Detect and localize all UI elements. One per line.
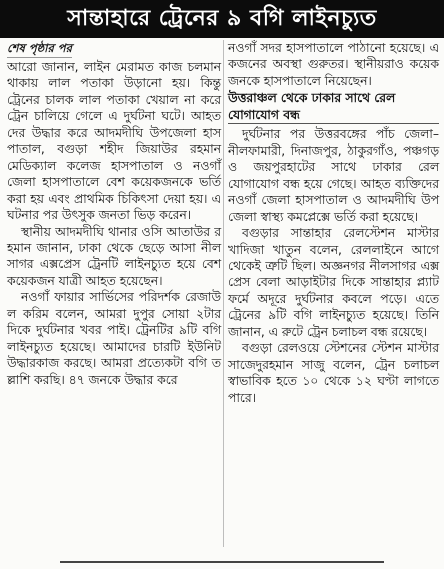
cut-off-next-article (0, 551, 444, 569)
right-column (228, 40, 439, 406)
headline: সান্তাহারে ট্রেনের ৯ বগি লাইনচ্যুত (0, 0, 444, 38)
next-headline-fragment (60, 561, 384, 569)
article-paragraph: নওগাঁ সদর হাসপাতালে পাঠানো হয়েছে। একজনের অবস্থা গুরুতর। স্থানীয়রাও কয়েকজনকে হাসপাতালে নিয়েছেন। (228, 41, 439, 88)
continuation-label: শেষ পৃষ্ঠার পর (7, 40, 72, 58)
left-column (7, 40, 221, 388)
article-paragraph: স্থানীয় আদমদীঘি থানার ওসি আতাউর রহমান জানান, ঢাকা থেকে ছেড়ে আসা নীলসাগর এক্সপ্রেস ট্রেনটি লাইনচ্যুত হয়ে বেশ কয়েকজন যাত্রী আহত হয়েছেন। (7, 224, 221, 288)
article-paragraph: বগুড়ার সান্তাহার রেলস্টেশন মাস্টার খাদিজা খাতুন বলেন, রেললাইনে আগে থেকেই ত্রুটি ছিল। অজ্ঞনগর নীলসাগর এক্সপ্রেস বেলা আড়াইটার দিকে সান্তাহার প্ল্যাটফর্মে অদূরে দুর্ঘটনার কবলে পড়ে। এতে ট্রেনের ৯টি বগি লাইনচ্যুত হয়েছে। তিনি জানান, এ রুটে ট্রেন চলাচল বন্ধ রয়েছে। (228, 226, 439, 339)
subheading: উত্তরাঞ্চল থেকে ঢাকার সাথে রেল যোগাযোগ বন্ধ (228, 90, 439, 124)
article-paragraph: দুর্ঘটনার পর উত্তরবঙ্গের পাঁচ জেলা– নীলফামারী, দিনাজপুর, ঠাকুরগাঁও, পঞ্চগড় ও জয়পুরহাটের সাথে ঢাকার রেল যোগাযোগ বন্ধ হয়ে গেছে। আহত ব্যক্তিদের নওগাঁ জেলা হাসপাতাল ও আদমদীঘি উপজেলা স্বাস্থ্য কমপ্লেক্সে ভর্তি করা হয়েছে। (228, 127, 439, 224)
article-paragraph: নওগাঁ ফায়ার সার্ভিসের পরিদর্শক রেজাউল করিম বলেন, আমরা দুপুর সোয়া ২টার দিকে দুর্ঘটনার খবর পাই। ট্রেনটির ৯টি বগি লাইনচ্যুত হয়েছে। আমাদের চারটি ইউনিট উদ্ধারকাজ করছে। আমরা প্রত্যেকটা বগি তল্লাশি করছি। ৪৭ জনকে উদ্ধার করে (7, 290, 221, 387)
column-divider (223, 40, 224, 547)
article-paragraph: আরো জানান, লাইন মেরামত কাজ চলমান থাকায় লাল পতাকা উড়ানো হয়। কিন্তু ট্রেনের চালক লাল পতাকা খেয়াল না করে ট্রেন চালিয়ে গেলে এ দুর্ঘটনা ঘটে। আহতদের উদ্ধার করে আদমদীঘি উপজেলা হাসপাতাল, বগুড়া শহীদ জিয়াউর রহমান মেডিক্যাল কলেজ হাসপাতাল ও নওগাঁ জেলা হাসপাতালে বেশ কয়েকজনকে ভর্তি করা হয় এবং প্রাথমিক চিকিৎসা দেয়া হয়। এ ঘটনার পর উৎসুক জনতা ভিড় করেন। (7, 60, 221, 223)
article-paragraph: বগুড়া রেলওয়ে স্টেশনের স্টেশন মাস্টার সাজেদুরহমান সাজু বলেন, ট্রেন চলাচল স্বাভাবিক হতে ১০ থেকে ১২ ঘণ্টা লাগতে পারে। (228, 341, 439, 405)
